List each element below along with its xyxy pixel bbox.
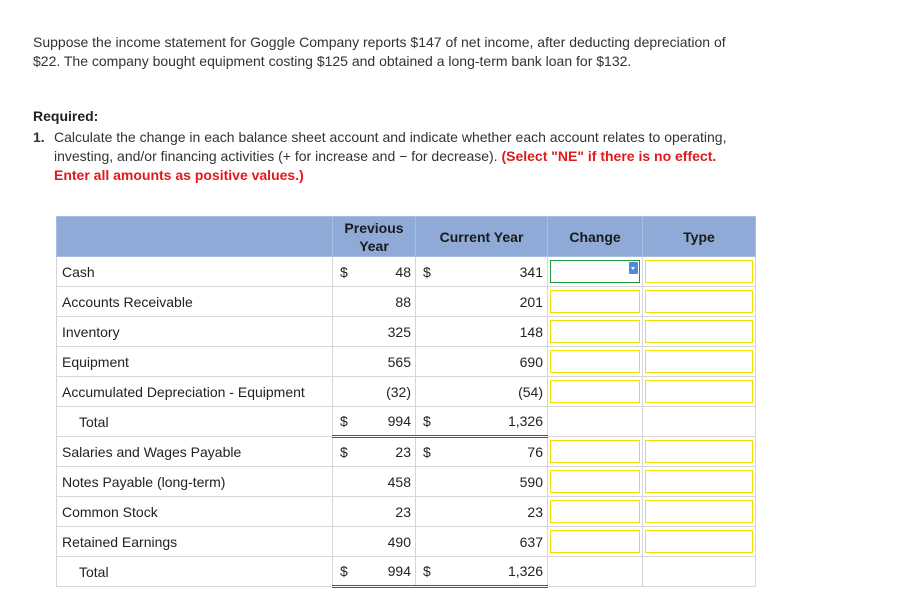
previous-year-dollar: $: [333, 257, 357, 287]
previous-year-dollar: [333, 347, 357, 377]
change-cell: [548, 257, 643, 287]
previous-year-value: 565: [357, 347, 416, 377]
account-label: Notes Payable (long-term): [57, 467, 333, 497]
problem-statement: Suppose the income statement for Goggle Company reports $147 of net income, after deducting depreciation of $22. The company bought equipment costing $125 and obtained a long-term bank loan for $132.: [33, 34, 726, 69]
header-previous-year-line1: Previous: [344, 219, 404, 236]
table-row: [57, 377, 756, 407]
account-label: Total: [57, 407, 333, 437]
change-select[interactable]: [550, 260, 640, 283]
current-year-dollar: $: [416, 407, 440, 437]
table-row: [57, 527, 756, 557]
previous-year-dollar: $: [333, 557, 357, 587]
table-row: [57, 437, 756, 467]
table-row: [57, 497, 756, 527]
change-select[interactable]: [550, 500, 640, 523]
change-select[interactable]: [550, 440, 640, 463]
type-input[interactable]: [645, 260, 753, 283]
type-cell: [643, 257, 756, 287]
current-year-value: 148: [440, 317, 548, 347]
header-previous-year: [333, 217, 416, 257]
table-row: [57, 347, 756, 377]
change-select[interactable]: [550, 380, 640, 403]
requirement-1: [33, 128, 753, 185]
account-label: Accounts Receivable: [57, 287, 333, 317]
change-cell: [548, 467, 643, 497]
current-year-dollar: [416, 527, 440, 557]
current-year-value: 201: [440, 287, 548, 317]
table-row: [57, 467, 756, 497]
previous-year-value: 23: [357, 497, 416, 527]
current-year-value: 1,326: [440, 407, 548, 437]
account-label: Accumulated Depreciation - Equipment: [57, 377, 333, 407]
chevron-down-icon[interactable]: [629, 262, 638, 274]
required-heading: Required:: [33, 108, 99, 124]
requirement-text: Calculate the change in each balance sheet account and indicate whether each account relates to operating, investing, and/or financing activities (+ for increase and − for decrease).: [54, 129, 727, 164]
current-year-value: 341: [440, 257, 548, 287]
change-cell: [548, 407, 643, 437]
previous-year-value: 458: [357, 467, 416, 497]
account-label: Salaries and Wages Payable: [57, 437, 333, 467]
current-year-value: 590: [440, 467, 548, 497]
change-cell: [548, 527, 643, 557]
current-year-dollar: [416, 467, 440, 497]
current-year-value: 690: [440, 347, 548, 377]
type-input[interactable]: [645, 380, 753, 403]
change-cell: [548, 287, 643, 317]
table-row: [57, 257, 756, 287]
account-label: Retained Earnings: [57, 527, 333, 557]
type-cell: [643, 467, 756, 497]
table-row: [57, 317, 756, 347]
previous-year-dollar: $: [333, 437, 357, 467]
previous-year-value: 994: [357, 407, 416, 437]
account-label: Total: [57, 557, 333, 587]
previous-year-dollar: [333, 497, 357, 527]
previous-year-dollar: [333, 467, 357, 497]
requirement-text-block: [54, 128, 753, 185]
type-cell: [643, 347, 756, 377]
current-year-dollar: $: [416, 437, 440, 467]
change-select[interactable]: [550, 530, 640, 553]
type-cell: [643, 287, 756, 317]
change-cell: [548, 497, 643, 527]
change-select[interactable]: [550, 290, 640, 313]
requirement-instruction: (Select "NE" if there is no effect. Enter all amounts as positive values.): [54, 148, 717, 183]
type-input[interactable]: [645, 530, 753, 553]
previous-year-dollar: [333, 377, 357, 407]
previous-year-value: 490: [357, 527, 416, 557]
previous-year-dollar: [333, 317, 357, 347]
current-year-dollar: [416, 347, 440, 377]
type-cell: [643, 317, 756, 347]
current-year-value: 23: [440, 497, 548, 527]
previous-year-value: 48: [357, 257, 416, 287]
type-input[interactable]: [645, 290, 753, 313]
account-label: Common Stock: [57, 497, 333, 527]
current-year-value: 1,326: [440, 557, 548, 587]
change-select[interactable]: [550, 320, 640, 343]
previous-year-dollar: $: [333, 407, 357, 437]
previous-year-value: 325: [357, 317, 416, 347]
current-year-dollar: $: [416, 257, 440, 287]
total-row: [57, 407, 756, 437]
change-cell: [548, 437, 643, 467]
balance-sheet-table: [56, 216, 756, 588]
type-cell: [643, 377, 756, 407]
current-year-value: 76: [440, 437, 548, 467]
header-account: [57, 217, 333, 257]
account-label: Inventory: [57, 317, 333, 347]
total-row: [57, 557, 756, 587]
previous-year-dollar: [333, 287, 357, 317]
current-year-dollar: [416, 287, 440, 317]
type-input[interactable]: [645, 320, 753, 343]
type-input[interactable]: [645, 440, 753, 463]
current-year-dollar: [416, 497, 440, 527]
type-cell: [643, 497, 756, 527]
type-cell: [643, 557, 756, 587]
change-cell: [548, 347, 643, 377]
type-cell: [643, 437, 756, 467]
current-year-dollar: [416, 377, 440, 407]
change-cell: [548, 557, 643, 587]
previous-year-value: 88: [357, 287, 416, 317]
current-year-value: 637: [440, 527, 548, 557]
table-header-row: [57, 217, 756, 257]
change-select[interactable]: [550, 350, 640, 373]
previous-year-value: 23: [357, 437, 416, 467]
type-input[interactable]: [645, 500, 753, 523]
previous-year-dollar: [333, 527, 357, 557]
previous-year-value: 994: [357, 557, 416, 587]
type-input[interactable]: [645, 470, 753, 493]
type-cell: [643, 527, 756, 557]
current-year-value: (54): [440, 377, 548, 407]
current-year-dollar: $: [416, 557, 440, 587]
header-current-year: Current Year: [416, 217, 548, 257]
header-change: Change: [548, 217, 643, 257]
requirement-number: 1.: [33, 129, 45, 145]
current-year-dollar: [416, 317, 440, 347]
previous-year-value: (32): [357, 377, 416, 407]
header-previous-year-line2: Year: [359, 237, 389, 254]
table-row: [57, 287, 756, 317]
header-type: Type: [643, 217, 756, 257]
change-select[interactable]: [550, 470, 640, 493]
type-cell: [643, 407, 756, 437]
account-label: Cash: [57, 257, 333, 287]
change-cell: [548, 317, 643, 347]
change-cell: [548, 377, 643, 407]
account-label: Equipment: [57, 347, 333, 377]
type-input[interactable]: [645, 350, 753, 373]
